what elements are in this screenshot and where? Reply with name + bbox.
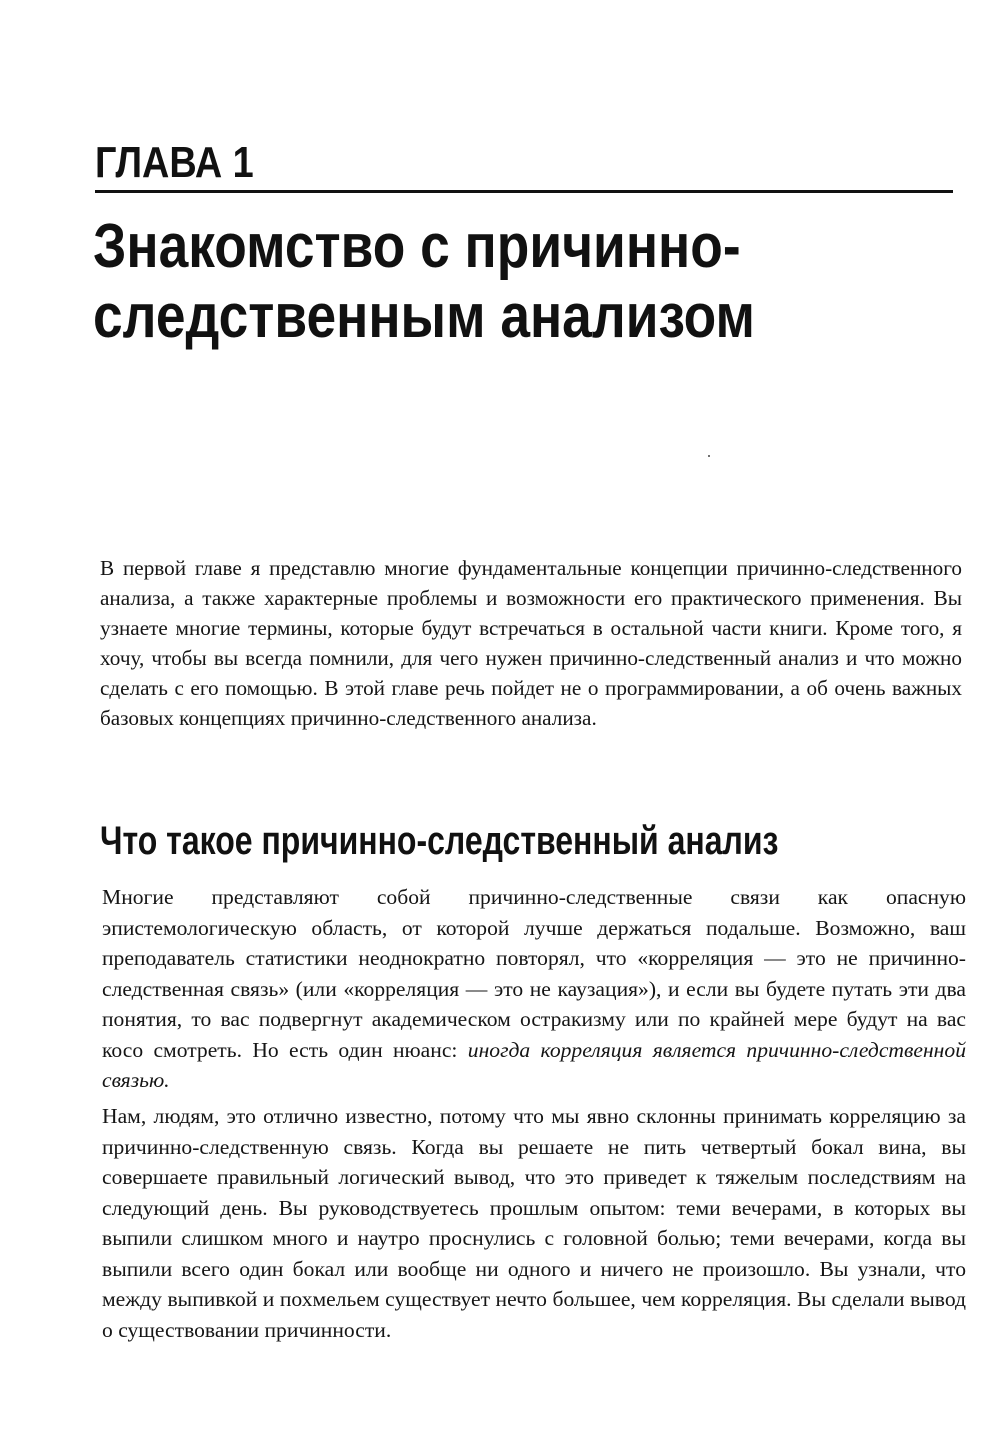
chapter-divider xyxy=(95,190,953,193)
body-paragraph-1 xyxy=(102,882,966,1096)
body-paragraph-1-text: Многие представляют собой причинно-следственные связи как опасную эпистемологическую область, от которой лучше держаться подальше. Возможно, ваш преподаватель статистики неоднократно повторял, что «корреляция — это не причинно-следственная связь» (или «корреляция — это не каузация»), и если вы будете путать эти два понятия, то вас подвергнут академическом остракизму или по крайней мере будут на вас косо смотреть. Но есть один нюанс: xyxy=(102,885,966,1062)
section-title: Что такое причинно-следственный анализ xyxy=(100,819,779,863)
chapter-title-line-1: Знакомство с причинно- xyxy=(93,212,741,281)
chapter-title xyxy=(93,212,867,352)
chapter-label: ГЛАВА 1 xyxy=(95,138,254,187)
intro-paragraph: В первой главе я представлю многие фундаментальные концепции причинно-следственного анализа, а также характерные проблемы и возможности его практического применения. Вы узнаете многие термины, которые будут встречаться в остальной части книги. Кроме того, я хочу, чтобы вы всегда помнили, для чего нужен причинно-следственный анализ и что можно сделать с его помощью. В этой главе речь пойдет не о программировании, а об очень важных базовых концепциях причинно-следственного анализа. xyxy=(100,556,962,730)
print-speck xyxy=(708,455,710,457)
body-paragraph-2: Нам, людям, это отлично известно, потому что мы явно склонны принимать корреляцию за причинно-следственную связь. Когда вы решаете не пить четвертый бокал вина, вы совершаете правильный логический вывод, что это приведет к тяжелым последствиям на следующий день. Вы руководствуетесь прошлым опытом: теми вечерами, в которых вы выпили слишком много и наутро проснулись с головной болью; теми вечерами, когда вы выпили всего один бокал или вообще ни одного и ничего не произошло. Вы узнали, что между выпивкой и похмельем существует нечто большее, чем корреляция. Вы сделали вывод о существовании причинности. xyxy=(102,1104,966,1342)
body-paragraph-1-emphasis: иногда корреляция является причинно-следственной связью. xyxy=(102,1037,966,1092)
chapter-title-line-2: следственным анализом xyxy=(93,282,755,351)
